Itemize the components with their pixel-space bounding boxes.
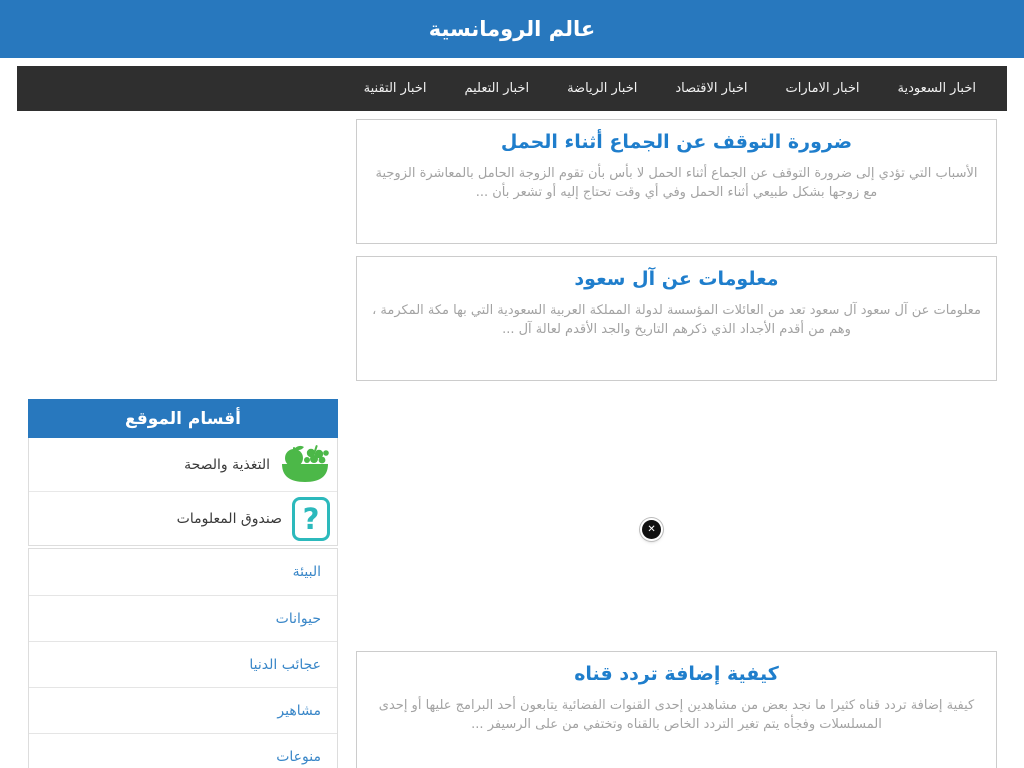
article-excerpt: الأسباب التي تؤدي إلى ضرورة التوقف عن الجماع أثناء الحمل لا بأس بأن تقوم الزوجة الحامل بالمعاشرة الزوجية مع زوجها بشكل طبيعي أثناء الحمل وفي أي وقت تحتاج إليه أو تشعر بأن ... [375, 165, 978, 200]
sidebar-link-environment[interactable]: البيئة [292, 564, 321, 580]
sidebar-title: أقسام الموقع [124, 408, 242, 429]
sidebar-link-animals[interactable]: حيوانات [29, 595, 337, 641]
sidebar-item-nutrition-health[interactable] [29, 438, 337, 491]
article-title-link[interactable]: كيفية إضافة تردد قناه [574, 663, 779, 685]
nav-item-uae-news[interactable]: اخبار الامارات [785, 81, 860, 96]
sidebar-link-world-wonders[interactable]: عجائب الدنيا [29, 641, 337, 687]
sidebar-item-label: التغذية والصحة [184, 456, 270, 473]
question-mark-icon [292, 497, 330, 541]
sidebar-link-celebrities[interactable]: مشاهير [29, 687, 337, 733]
sidebar-icon-sections [28, 438, 338, 546]
nav-item-education-news[interactable]: اخبار التعليم [464, 81, 530, 96]
fruit-bowl-icon [280, 443, 330, 487]
nav-item-tech-news[interactable]: اخبار التقنية [363, 81, 427, 96]
article-title-link[interactable]: ضرورة التوقف عن الجماع أثناء الحمل [500, 131, 853, 153]
site-header [0, 0, 1024, 58]
article-excerpt: معلومات عن آل سعود آل سعود تعد من العائلات المؤسسة لدولة المملكة العربية السعودية التي بها مكة المكرمة ، وهم من أقدم الأجداد الذي ذكرهم التاريخ والجد الأقدم لعالة آل ... [372, 302, 981, 337]
nav-item-economy-news[interactable]: اخبار الاقتصاد [675, 81, 748, 96]
site-title: عالم الرومانسية [428, 17, 596, 41]
sidebar-links-list [28, 548, 338, 768]
sidebar-header [28, 399, 338, 438]
main-nav [17, 66, 1007, 111]
sidebar-link-misc[interactable]: منوعات [29, 733, 337, 768]
article-card [356, 119, 997, 244]
question-glyph: ? [302, 501, 320, 536]
nav-item-sports-news[interactable]: اخبار الرياضة [567, 81, 638, 96]
article-card [356, 256, 997, 381]
article-title-link[interactable]: معلومات عن آل سعود [574, 268, 779, 290]
sidebar [28, 399, 338, 768]
sidebar-item-label: صندوق المعلومات [176, 510, 282, 527]
nav-item-saudi-news[interactable]: اخبار السعودية [897, 81, 976, 96]
article-excerpt: كيفية إضافة تردد قناه كثيرا ما نجد بعض من مشاهدين إحدى القنوات الفضائية يتابعون أحد البرامج عليها أو إحدى المسلسلات وفجأه يتم تغير التردد الخاص بالقناه وتختفي من على الرسيفر ... [378, 697, 975, 732]
close-icon[interactable]: ✕ [642, 520, 661, 539]
sidebar-item-info-box[interactable] [29, 491, 337, 545]
article-card [356, 651, 997, 768]
